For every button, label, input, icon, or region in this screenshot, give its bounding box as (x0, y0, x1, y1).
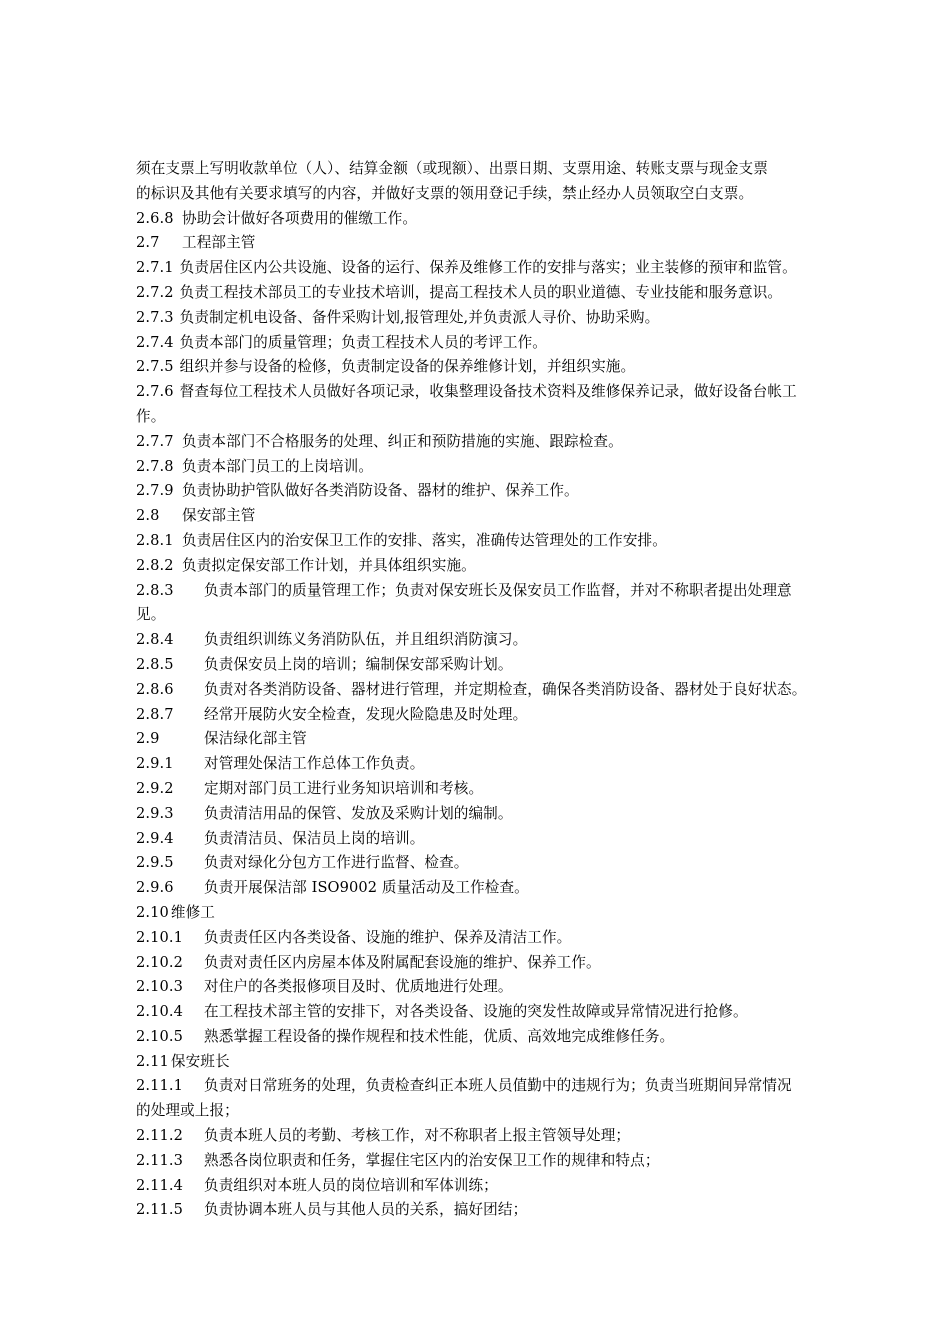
clause-line (136, 1124, 888, 1149)
clause-line (136, 851, 888, 876)
clause-text: 负责本班人员的考勤、考核工作，对不称职者上报主管领导处理； (204, 1127, 631, 1145)
line-text: 作。 (136, 407, 166, 425)
clause-number: 2.9.1 (136, 755, 174, 773)
clause-text: 负责对日常班务的处理，负责检查纠正本班人员值勤中的违规行为；负责当班期间异常情况 (204, 1077, 792, 1095)
clause-number: 2.10.3 (136, 978, 184, 996)
clause-text: 定期对部门员工进行业务知识培训和考核。 (204, 779, 484, 797)
clause-text: 负责对绿化分包方工作进行监督、检查。 (204, 854, 469, 872)
clause-line (136, 380, 888, 405)
clause-line (136, 207, 888, 232)
clause-text: 负责协调本班人员与其他人员的关系，搞好团结； (204, 1201, 528, 1219)
clause-line (136, 1174, 888, 1199)
clause-line (136, 1149, 888, 1174)
section-heading (136, 1050, 888, 1075)
section-heading (136, 901, 888, 926)
clause-number: 2.7.7 (136, 432, 174, 450)
clause-line (136, 678, 888, 703)
clause-line (136, 628, 888, 653)
document-body (136, 157, 888, 1223)
section-number: 2.10 (136, 903, 169, 921)
clause-line (136, 827, 888, 852)
clause-text: 负责责任区内各类设备、设施的维护、保养及清洁工作。 (204, 928, 572, 946)
text-line (136, 157, 888, 182)
clause-number: 2.7.6 (136, 383, 174, 401)
clause-text: 负责对各类消防设备、器材进行管理，并定期检查，确保各类消防设备、器材处于良好状态。 (204, 680, 807, 698)
clause-line (136, 579, 888, 604)
clause-line (136, 281, 888, 306)
clause-text: 负责居住区内的治安保卫工作的安排、落实，准确传达管理处的工作安排。 (182, 531, 667, 549)
clause-number: 2.11.1 (136, 1077, 184, 1095)
clause-line (136, 554, 888, 579)
clause-number: 2.11.3 (136, 1151, 184, 1169)
line-text: 的标识及其他有关要求填写的内容，并做好支票的领用登记手续，禁止经办人员领取空白支票。 (136, 184, 754, 202)
clause-line (136, 306, 888, 331)
clause-text: 负责开展保洁部 ISO9002 质量活动及工作检查。 (204, 879, 529, 897)
clause-number: 2.7.8 (136, 457, 174, 475)
clause-text: 负责本部门员工的上岗培训。 (182, 457, 374, 475)
clause-number: 2.7.2 (136, 283, 174, 301)
section-number: 2.7 (136, 234, 160, 252)
clause-text: 负责组织训练义务消防队伍，并且组织消防演习。 (204, 631, 528, 649)
clause-text: 负责居住区内公共设施、设备的运行、保养及维修工作的安排与落实；业主装修的预审和监管。 (179, 259, 797, 277)
clause-number: 2.8.3 (136, 581, 174, 599)
clause-text: 负责本部门不合格服务的处理、纠正和预防措施的实施、跟踪检查。 (182, 432, 623, 450)
clause-text: 负责对责任区内房屋本体及附属配套设施的维护、保养工作。 (204, 953, 601, 971)
clause-text: 负责制定机电设备、备件采购计划,报管理处,并负责派人寻价、协助采购。 (179, 308, 660, 326)
section-heading (136, 727, 888, 752)
clause-line (136, 1198, 888, 1223)
clause-number: 2.10.2 (136, 953, 184, 971)
text-line (136, 182, 888, 207)
clause-line (136, 355, 888, 380)
clause-number: 2.6.8 (136, 209, 174, 227)
clause-number: 2.8.4 (136, 631, 174, 649)
clause-text: 督查每位工程技术人员做好各项记录，收集整理设备技术资料及维修保养记录，做好设备台帐工 (179, 383, 797, 401)
clause-line (136, 1074, 888, 1099)
clause-text: 负责清洁员、保洁员上岗的培训。 (204, 829, 425, 847)
clause-number: 2.7.5 (136, 358, 174, 376)
clause-number: 2.9.5 (136, 854, 174, 872)
clause-text: 协助会计做好各项费用的催缴工作。 (182, 209, 418, 227)
clause-number: 2.10.1 (136, 928, 184, 946)
section-title: 工程部主管 (182, 234, 256, 252)
clause-line (136, 1000, 888, 1025)
clause-text: 负责本部门的质量管理；负责工程技术人员的考评工作。 (179, 333, 547, 351)
clause-line (136, 802, 888, 827)
clause-number: 2.11.4 (136, 1176, 184, 1194)
clause-number: 2.8.2 (136, 556, 174, 574)
section-number: 2.8 (136, 507, 160, 525)
section-title: 保安班长 (170, 1052, 230, 1070)
section-number: 2.11 (136, 1052, 169, 1070)
section-title: 维修工 (170, 903, 215, 921)
clause-line (136, 876, 888, 901)
text-line (136, 603, 888, 628)
clause-text: 负责工程技术部员工的专业技术培训，提高工程技术人员的职业道德、专业技能和服务意识。 (179, 283, 783, 301)
clause-number: 2.7.9 (136, 482, 174, 500)
clause-text: 熟悉各岗位职责和任务，掌握住宅区内的治安保卫工作的规律和特点； (204, 1151, 660, 1169)
clause-line (136, 256, 888, 281)
clause-text: 组织并参与设备的检修，负责制定设备的保养维修计划，并组织实施。 (179, 358, 636, 376)
clause-text: 负责协助护管队做好各类消防设备、器材的维护、保养工作。 (182, 482, 579, 500)
clause-text: 负责清洁用品的保管、发放及采购计划的编制。 (204, 804, 513, 822)
clause-text: 负责保安员上岗的培训；编制保安部采购计划。 (204, 655, 513, 673)
clause-text: 熟悉掌握工程设备的操作规程和技术性能，优质、高效地完成维修任务。 (204, 1027, 675, 1045)
clause-line (136, 777, 888, 802)
section-number: 2.9 (136, 730, 160, 748)
section-title: 保安部主管 (182, 507, 256, 525)
section-heading (136, 231, 888, 256)
clause-number: 2.11.5 (136, 1201, 184, 1219)
clause-line (136, 926, 888, 951)
clause-number: 2.10.5 (136, 1027, 184, 1045)
text-line (136, 405, 888, 430)
clause-line (136, 455, 888, 480)
clause-text: 对管理处保洁工作总体工作负责。 (204, 755, 425, 773)
clause-number: 2.7.3 (136, 308, 174, 326)
clause-text: 负责本部门的质量管理工作；负责对保安班长及保安员工作监督，并对不称职者提出处理意 (204, 581, 792, 599)
clause-line (136, 331, 888, 356)
clause-text: 负责组织对本班人员的岗位培训和军体训练； (204, 1176, 498, 1194)
clause-line (136, 479, 888, 504)
clause-text: 负责拟定保安部工作计划，并具体组织实施。 (182, 556, 476, 574)
clause-line (136, 430, 888, 455)
clause-number: 2.8.7 (136, 705, 174, 723)
clause-number: 2.8.1 (136, 531, 174, 549)
clause-number: 2.9.2 (136, 779, 174, 797)
line-text: 见。 (136, 606, 166, 624)
clause-number: 2.9.3 (136, 804, 174, 822)
clause-number: 2.7.1 (136, 259, 174, 277)
clause-line (136, 1025, 888, 1050)
clause-line (136, 752, 888, 777)
clause-line (136, 975, 888, 1000)
section-title: 保洁绿化部主管 (204, 730, 307, 748)
clause-number: 2.7.4 (136, 333, 174, 351)
section-heading (136, 504, 888, 529)
clause-line (136, 653, 888, 678)
clause-number: 2.8.5 (136, 655, 174, 673)
text-line (136, 1099, 888, 1124)
clause-number: 2.9.6 (136, 879, 174, 897)
clause-text: 经常开展防火安全检查，发现火险隐患及时处理。 (204, 705, 528, 723)
clause-number: 2.11.2 (136, 1127, 184, 1145)
line-text: 须在支票上写明收款单位（人）、结算金额（或现额）、出票日期、支票用途、转账支票与现金支票 (136, 160, 768, 177)
clause-text: 在工程技术部主管的安排下，对各类设备、设施的突发性故障或异常情况进行抢修。 (204, 1003, 748, 1021)
clause-line (136, 703, 888, 728)
clause-number: 2.10.4 (136, 1003, 184, 1021)
clause-number: 2.8.6 (136, 680, 174, 698)
clause-text: 对住户的各类报修项目及时、优质地进行处理。 (204, 978, 513, 996)
line-text: 的处理或上报； (136, 1102, 239, 1120)
clause-line (136, 951, 888, 976)
clause-number: 2.9.4 (136, 829, 174, 847)
clause-line (136, 529, 888, 554)
